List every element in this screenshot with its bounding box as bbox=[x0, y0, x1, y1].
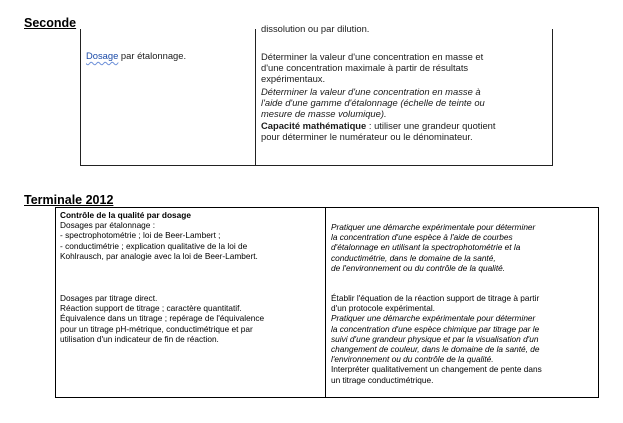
notions-cell bbox=[60, 210, 322, 261]
competence-line: Déterminer la valeur d'une concentration en masse et bbox=[261, 51, 484, 62]
competence-cell bbox=[261, 51, 547, 143]
notion-line: Kohlrausch, par analogie avec la loi de Beer-Lambert. bbox=[60, 250, 258, 261]
competence-line: mesure de masse volumique). bbox=[261, 108, 387, 120]
table-column-divider bbox=[255, 29, 256, 166]
competence-line: expérimentaux. bbox=[261, 73, 326, 85]
notion-line: - conductimétrie ; explication qualitative de la loi de bbox=[60, 240, 248, 251]
notion-line: Dosages par titrage direct. bbox=[60, 293, 158, 303]
competence-line: la concentration d'une espèce à l'aide de courbes bbox=[331, 232, 513, 243]
competence-line: d'étalonnage en utilisant la spectrophotométrie et la bbox=[331, 242, 521, 253]
table-border-right bbox=[552, 29, 553, 166]
table-border-bottom bbox=[80, 165, 553, 166]
competence-line: Interpréter qualitativement un changement de pente dans bbox=[331, 364, 542, 375]
table-border-left bbox=[55, 207, 56, 398]
competence-line: Établir l'équation de la réaction support de titrage à partir bbox=[331, 293, 540, 303]
competence-line: conductimétrie, dans le domaine de la santé, bbox=[331, 252, 496, 263]
table-border-left bbox=[80, 29, 81, 166]
competence-line: l'aide d'une gamme d'étalonnage (échelle de teinte ou bbox=[261, 96, 485, 108]
competence-line: un titrage conductimétrique. bbox=[331, 374, 434, 385]
competence-line: d'une concentration maximale à partir de résultats bbox=[261, 62, 469, 74]
notion-line: utilisation d'un indicateur de fin de réaction. bbox=[60, 333, 219, 344]
notions-cell-titrage bbox=[60, 293, 322, 344]
competence-line: Déterminer la valeur d'une concentration en masse à bbox=[261, 85, 481, 97]
competence-line: Pratiquer une démarche expérimentale pour déterminer bbox=[331, 222, 536, 232]
notion-text: par étalonnage. bbox=[118, 50, 187, 61]
notion-keyword: Dosage bbox=[86, 50, 119, 61]
seconde-program-table bbox=[80, 23, 553, 166]
section-title-terminale: Terminale 2012 bbox=[24, 193, 114, 207]
math-capacity-label: Capacité mathématique bbox=[261, 120, 367, 132]
competence-line: suivi d'une grandeur physique et par la visualisation d'un bbox=[331, 333, 539, 344]
section-title-seconde: Seconde bbox=[24, 16, 77, 30]
notion-line: Dosages par étalonnage : bbox=[60, 220, 156, 231]
notion-cell bbox=[86, 50, 186, 61]
table-border-top bbox=[55, 207, 599, 208]
notion-line: pour un titrage pH-métrique, conductimétrique et par bbox=[60, 323, 253, 334]
notions-heading: Contrôle de la qualité par dosage bbox=[60, 210, 191, 220]
cropped-text-line: dissolution ou par dilution. bbox=[261, 23, 370, 34]
notion-line: Équivalence dans un titrage ; repérage de l'équivalence bbox=[60, 313, 265, 324]
competence-line bbox=[261, 120, 547, 131]
competence-line: d'un protocole expérimental. bbox=[331, 303, 435, 314]
competence-line: la concentration d'une espèce chimique par titrage par le bbox=[331, 323, 540, 334]
notion-line: Réaction support de titrage ; caractère quantitatif. bbox=[60, 303, 242, 314]
competence-line: changement de couleur, dans le domaine de la santé, de bbox=[331, 344, 540, 355]
notion-line: - spectrophotométrie ; loi de Beer-Lambert ; bbox=[60, 230, 221, 241]
math-capacity-text: : utiliser une grandeur quotient bbox=[366, 120, 496, 132]
table-column-divider bbox=[325, 207, 326, 398]
competence-line: de l'environnement ou du contrôle de la qualité. bbox=[331, 262, 506, 273]
table-border-right bbox=[598, 207, 599, 398]
competence-line: l'environnement ou du contrôle de la qualité. bbox=[331, 354, 494, 365]
terminale-program-table bbox=[55, 207, 599, 398]
competences-cell-titrage bbox=[331, 293, 595, 385]
competences-cell bbox=[331, 222, 595, 273]
competence-line: pour déterminer le numérateur ou le dénominateur. bbox=[261, 131, 473, 143]
competence-line: Pratiquer une démarche expérimentale pour déterminer bbox=[331, 313, 536, 324]
table-border-bottom bbox=[55, 397, 599, 398]
